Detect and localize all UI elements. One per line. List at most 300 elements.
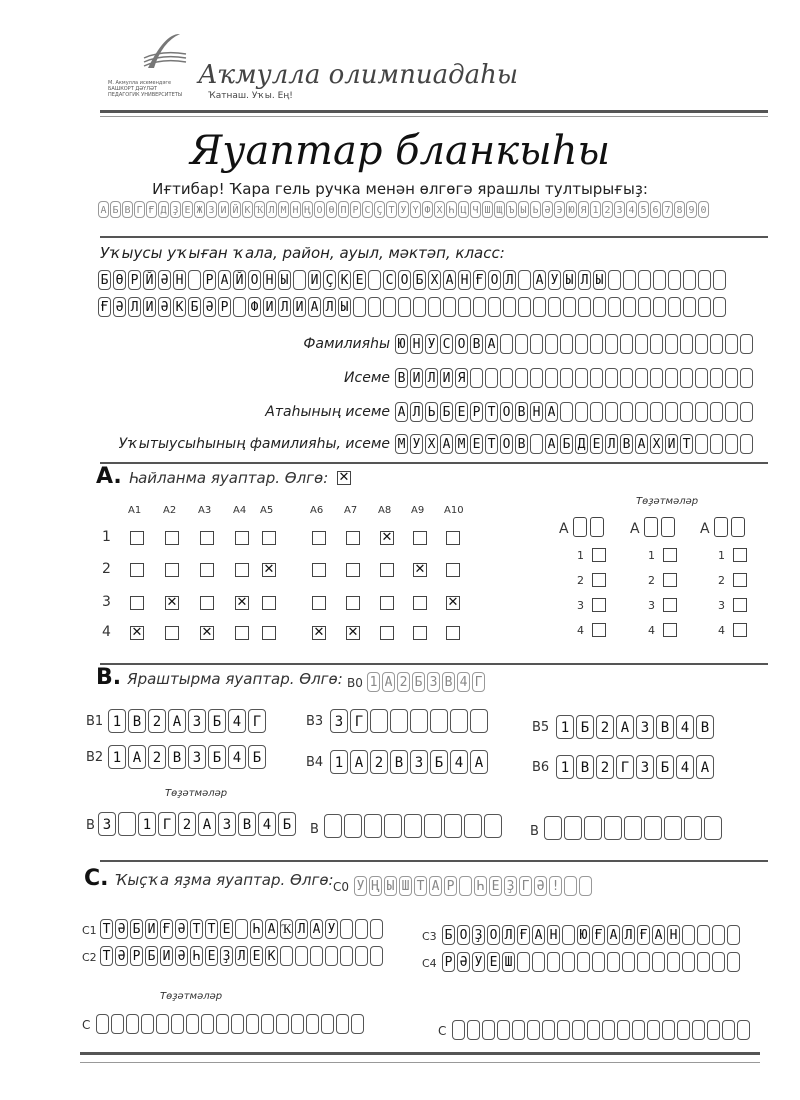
letter-cell[interactable] bbox=[410, 709, 428, 733]
letter-cell[interactable]: А bbox=[218, 270, 231, 290]
letter-cell[interactable]: Л bbox=[410, 402, 423, 422]
b1-answer[interactable] bbox=[108, 709, 268, 733]
answer-checkbox[interactable]: ✕ bbox=[131, 625, 143, 640]
letter-cell[interactable]: Ҙ bbox=[220, 946, 233, 966]
letter-cell[interactable] bbox=[590, 402, 603, 422]
letter-cell[interactable] bbox=[684, 816, 702, 840]
letter-cell[interactable]: Е bbox=[353, 270, 366, 290]
surname-field[interactable] bbox=[395, 334, 755, 354]
letter-cell[interactable] bbox=[650, 368, 663, 388]
letter-cell[interactable] bbox=[635, 402, 648, 422]
letter-cell[interactable]: У bbox=[425, 334, 438, 354]
letter-cell[interactable] bbox=[450, 709, 468, 733]
letter-cell[interactable] bbox=[710, 434, 723, 454]
letter-cell[interactable]: Ҫ bbox=[323, 270, 336, 290]
letter-cell[interactable]: А bbox=[265, 919, 278, 939]
letter-cell[interactable] bbox=[488, 297, 501, 317]
letter-cell[interactable]: М bbox=[395, 434, 408, 454]
letter-cell[interactable]: К bbox=[338, 270, 351, 290]
letter-cell[interactable] bbox=[737, 1020, 750, 1040]
letter-cell[interactable]: А bbox=[395, 402, 408, 422]
letter-cell[interactable] bbox=[340, 946, 353, 966]
letter-cell[interactable]: Ы bbox=[338, 297, 351, 317]
letter-cell[interactable]: И bbox=[293, 297, 306, 317]
letter-cell[interactable]: Ҡ bbox=[280, 919, 293, 939]
letter-cell[interactable] bbox=[665, 368, 678, 388]
letter-cell[interactable]: Б bbox=[130, 919, 143, 939]
letter-cell[interactable] bbox=[390, 709, 408, 733]
letter-cell[interactable] bbox=[384, 814, 402, 838]
letter-cell[interactable] bbox=[564, 816, 582, 840]
letter-cell[interactable]: А bbox=[350, 750, 368, 774]
letter-cell[interactable] bbox=[638, 297, 651, 317]
letter-cell[interactable]: Р bbox=[128, 270, 141, 290]
letter-cell[interactable] bbox=[548, 297, 561, 317]
letter-cell[interactable] bbox=[740, 368, 753, 388]
letter-cell[interactable]: Ҙ bbox=[472, 925, 485, 945]
letter-cell[interactable]: В bbox=[620, 434, 633, 454]
letter-cell[interactable]: Г bbox=[350, 709, 368, 733]
letter-cell[interactable]: О bbox=[487, 925, 500, 945]
answer-checkbox[interactable]: ✕ bbox=[201, 625, 213, 640]
letter-cell[interactable] bbox=[623, 297, 636, 317]
letter-cell[interactable] bbox=[604, 816, 622, 840]
letter-cell[interactable] bbox=[246, 1014, 259, 1034]
letter-cell[interactable] bbox=[355, 919, 368, 939]
letter-cell[interactable] bbox=[653, 297, 666, 317]
letter-cell[interactable]: 4 bbox=[676, 715, 694, 739]
letter-cell[interactable]: Л bbox=[502, 925, 515, 945]
letter-cell[interactable]: Л bbox=[128, 297, 141, 317]
answer-checkbox[interactable]: ✕ bbox=[313, 625, 325, 640]
letter-cell[interactable]: 4 bbox=[228, 745, 246, 769]
name-field[interactable] bbox=[395, 368, 755, 388]
letter-cell[interactable] bbox=[682, 925, 695, 945]
letter-cell[interactable] bbox=[647, 1020, 660, 1040]
correction-cell[interactable] bbox=[731, 517, 745, 537]
b2-answer[interactable] bbox=[108, 745, 268, 769]
letter-cell[interactable] bbox=[644, 816, 662, 840]
answer-checkbox[interactable] bbox=[130, 531, 144, 545]
letter-cell[interactable]: О bbox=[500, 402, 513, 422]
letter-cell[interactable] bbox=[697, 952, 710, 972]
letter-cell[interactable] bbox=[635, 334, 648, 354]
answer-checkbox[interactable] bbox=[262, 626, 276, 640]
letter-cell[interactable] bbox=[560, 368, 573, 388]
letter-cell[interactable]: 1 bbox=[330, 750, 348, 774]
letter-cell[interactable] bbox=[484, 814, 502, 838]
letter-cell[interactable] bbox=[413, 297, 426, 317]
letter-cell[interactable] bbox=[111, 1014, 124, 1034]
letter-cell[interactable] bbox=[261, 1014, 274, 1034]
letter-cell[interactable]: Ә bbox=[457, 952, 470, 972]
letter-cell[interactable]: И bbox=[145, 919, 158, 939]
letter-cell[interactable] bbox=[698, 270, 711, 290]
letter-cell[interactable] bbox=[216, 1014, 229, 1034]
answer-checkbox[interactable]: ✕ bbox=[347, 625, 359, 640]
c2-answer[interactable] bbox=[100, 946, 385, 966]
letter-cell[interactable] bbox=[637, 952, 650, 972]
letter-cell[interactable]: Б bbox=[413, 270, 426, 290]
letter-cell[interactable] bbox=[725, 368, 738, 388]
letter-cell[interactable] bbox=[575, 402, 588, 422]
letter-cell[interactable]: В bbox=[390, 750, 408, 774]
c1-answer[interactable] bbox=[100, 919, 385, 939]
letter-cell[interactable]: Ы bbox=[593, 270, 606, 290]
letter-cell[interactable]: Г bbox=[616, 755, 634, 779]
letter-cell[interactable]: Н bbox=[410, 334, 423, 354]
letter-cell[interactable]: В bbox=[515, 402, 528, 422]
letter-cell[interactable] bbox=[321, 1014, 334, 1034]
letter-cell[interactable]: Ф bbox=[248, 297, 261, 317]
letter-cell[interactable] bbox=[662, 1020, 675, 1040]
letter-cell[interactable]: И bbox=[308, 270, 321, 290]
letter-cell[interactable]: М bbox=[455, 434, 468, 454]
letter-cell[interactable] bbox=[340, 919, 353, 939]
letter-cell[interactable] bbox=[235, 919, 248, 939]
letter-cell[interactable] bbox=[692, 1020, 705, 1040]
letter-cell[interactable] bbox=[712, 952, 725, 972]
letter-cell[interactable] bbox=[562, 952, 575, 972]
letter-cell[interactable]: Һ bbox=[250, 919, 263, 939]
letter-cell[interactable]: В bbox=[656, 715, 674, 739]
letter-cell[interactable] bbox=[497, 1020, 510, 1040]
answer-checkbox[interactable] bbox=[235, 531, 249, 545]
letter-cell[interactable]: С bbox=[440, 334, 453, 354]
letter-cell[interactable]: Ғ bbox=[160, 919, 173, 939]
answer-checkbox[interactable]: ✕ bbox=[166, 595, 178, 610]
letter-cell[interactable] bbox=[620, 402, 633, 422]
letter-cell[interactable]: Б bbox=[248, 745, 266, 769]
answer-checkbox[interactable] bbox=[200, 531, 214, 545]
letter-cell[interactable] bbox=[704, 816, 722, 840]
letter-cell[interactable]: И bbox=[143, 297, 156, 317]
correction-checkbox[interactable] bbox=[592, 598, 606, 612]
c3-answer[interactable] bbox=[442, 925, 742, 945]
letter-cell[interactable]: В bbox=[470, 334, 483, 354]
answer-checkbox[interactable] bbox=[312, 531, 326, 545]
letter-cell[interactable] bbox=[467, 1020, 480, 1040]
letter-cell[interactable]: Е bbox=[590, 434, 603, 454]
letter-cell[interactable]: Б bbox=[208, 709, 226, 733]
answer-checkbox[interactable] bbox=[413, 596, 427, 610]
letter-cell[interactable] bbox=[608, 297, 621, 317]
letter-cell[interactable]: Л bbox=[578, 270, 591, 290]
letter-cell[interactable]: 2 bbox=[596, 715, 614, 739]
letter-cell[interactable]: О bbox=[455, 334, 468, 354]
letter-cell[interactable]: К bbox=[265, 946, 278, 966]
letter-cell[interactable]: Б bbox=[656, 755, 674, 779]
letter-cell[interactable] bbox=[650, 402, 663, 422]
letter-cell[interactable] bbox=[725, 402, 738, 422]
letter-cell[interactable] bbox=[444, 814, 462, 838]
letter-cell[interactable] bbox=[695, 334, 708, 354]
letter-cell[interactable]: Ө bbox=[113, 270, 126, 290]
letter-cell[interactable] bbox=[605, 334, 618, 354]
letter-cell[interactable]: Й bbox=[233, 270, 246, 290]
letter-cell[interactable]: Х bbox=[425, 434, 438, 454]
letter-cell[interactable] bbox=[683, 270, 696, 290]
letter-cell[interactable] bbox=[667, 952, 680, 972]
letter-cell[interactable] bbox=[623, 270, 636, 290]
letter-cell[interactable]: Ә bbox=[158, 297, 171, 317]
patronymic-field[interactable] bbox=[395, 402, 755, 422]
letter-cell[interactable] bbox=[280, 946, 293, 966]
letter-cell[interactable]: В bbox=[515, 434, 528, 454]
letter-cell[interactable]: Б bbox=[208, 745, 226, 769]
letter-cell[interactable] bbox=[424, 814, 442, 838]
letter-cell[interactable]: 3 bbox=[98, 812, 116, 836]
letter-cell[interactable] bbox=[171, 1014, 184, 1034]
letter-cell[interactable] bbox=[118, 812, 136, 836]
letter-cell[interactable] bbox=[680, 368, 693, 388]
answer-checkbox[interactable] bbox=[130, 596, 144, 610]
letter-cell[interactable]: Р bbox=[130, 946, 143, 966]
answer-checkbox[interactable]: ✕ bbox=[381, 530, 393, 545]
letter-cell[interactable] bbox=[624, 816, 642, 840]
letter-cell[interactable]: 1 bbox=[108, 709, 126, 733]
correction-checkbox[interactable] bbox=[733, 598, 747, 612]
letter-cell[interactable]: Ғ bbox=[592, 925, 605, 945]
letter-cell[interactable]: К bbox=[173, 297, 186, 317]
letter-cell[interactable]: 4 bbox=[258, 812, 276, 836]
letter-cell[interactable]: 2 bbox=[148, 709, 166, 733]
letter-cell[interactable]: Х bbox=[428, 270, 441, 290]
letter-cell[interactable]: Я bbox=[455, 368, 468, 388]
letter-cell[interactable]: Л bbox=[295, 919, 308, 939]
letter-cell[interactable] bbox=[517, 952, 530, 972]
letter-cell[interactable]: Б bbox=[278, 812, 296, 836]
letter-cell[interactable] bbox=[458, 297, 471, 317]
letter-cell[interactable]: А bbox=[652, 925, 665, 945]
letter-cell[interactable]: О bbox=[248, 270, 261, 290]
letter-cell[interactable] bbox=[680, 334, 693, 354]
letter-cell[interactable]: Б bbox=[98, 270, 111, 290]
letter-cell[interactable]: Б bbox=[442, 925, 455, 945]
answer-checkbox[interactable] bbox=[346, 563, 360, 577]
letter-cell[interactable] bbox=[383, 297, 396, 317]
letter-cell[interactable] bbox=[512, 1020, 525, 1040]
letter-cell[interactable] bbox=[276, 1014, 289, 1034]
letter-cell[interactable]: Ә bbox=[115, 919, 128, 939]
letter-cell[interactable] bbox=[578, 297, 591, 317]
letter-cell[interactable] bbox=[668, 297, 681, 317]
letter-cell[interactable]: 3 bbox=[410, 750, 428, 774]
letter-cell[interactable]: А bbox=[443, 270, 456, 290]
letter-cell[interactable]: А bbox=[533, 270, 546, 290]
letter-cell[interactable]: Л bbox=[503, 270, 516, 290]
letter-cell[interactable]: Т bbox=[100, 946, 113, 966]
letter-cell[interactable]: Г bbox=[158, 812, 176, 836]
letter-cell[interactable] bbox=[324, 814, 342, 838]
letter-cell[interactable]: А bbox=[635, 434, 648, 454]
teacher-field[interactable] bbox=[395, 434, 755, 454]
correction-cell[interactable] bbox=[590, 517, 604, 537]
letter-cell[interactable] bbox=[710, 402, 723, 422]
letter-cell[interactable] bbox=[518, 270, 531, 290]
letter-cell[interactable] bbox=[587, 1020, 600, 1040]
letter-cell[interactable]: У bbox=[472, 952, 485, 972]
letter-cell[interactable]: И bbox=[440, 368, 453, 388]
letter-cell[interactable]: Б bbox=[560, 434, 573, 454]
letter-cell[interactable] bbox=[557, 1020, 570, 1040]
answer-checkbox[interactable] bbox=[380, 596, 394, 610]
letter-cell[interactable]: Ы bbox=[563, 270, 576, 290]
letter-cell[interactable] bbox=[713, 270, 726, 290]
letter-cell[interactable]: А bbox=[308, 297, 321, 317]
letter-cell[interactable] bbox=[695, 368, 708, 388]
letter-cell[interactable] bbox=[575, 334, 588, 354]
letter-cell[interactable]: Ә bbox=[203, 297, 216, 317]
letter-cell[interactable]: Д bbox=[575, 434, 588, 454]
letter-cell[interactable]: И bbox=[160, 946, 173, 966]
letter-cell[interactable]: 1 bbox=[556, 755, 574, 779]
letter-cell[interactable] bbox=[542, 1020, 555, 1040]
letter-cell[interactable]: А bbox=[696, 755, 714, 779]
letter-cell[interactable]: И bbox=[665, 434, 678, 454]
letter-cell[interactable] bbox=[740, 334, 753, 354]
b6-answer[interactable] bbox=[556, 755, 716, 779]
letter-cell[interactable] bbox=[293, 270, 306, 290]
answer-checkbox[interactable] bbox=[413, 626, 427, 640]
letter-cell[interactable]: Ь bbox=[425, 402, 438, 422]
letter-cell[interactable] bbox=[620, 334, 633, 354]
answer-checkbox[interactable]: ✕ bbox=[263, 562, 275, 577]
letter-cell[interactable] bbox=[632, 1020, 645, 1040]
letter-cell[interactable] bbox=[344, 814, 362, 838]
correction-checkbox[interactable] bbox=[663, 623, 677, 637]
letter-cell[interactable] bbox=[590, 368, 603, 388]
letter-cell[interactable]: А bbox=[198, 812, 216, 836]
letter-cell[interactable]: Р bbox=[470, 402, 483, 422]
letter-cell[interactable] bbox=[545, 368, 558, 388]
letter-cell[interactable]: Е bbox=[470, 434, 483, 454]
letter-cell[interactable] bbox=[680, 402, 693, 422]
letter-cell[interactable] bbox=[368, 270, 381, 290]
letter-cell[interactable]: 2 bbox=[596, 755, 614, 779]
letter-cell[interactable]: Й bbox=[143, 270, 156, 290]
letter-cell[interactable]: 1 bbox=[108, 745, 126, 769]
answer-checkbox[interactable] bbox=[312, 563, 326, 577]
letter-cell[interactable]: Ғ bbox=[98, 297, 111, 317]
letter-cell[interactable]: У bbox=[548, 270, 561, 290]
letter-cell[interactable] bbox=[560, 402, 573, 422]
letter-cell[interactable] bbox=[188, 270, 201, 290]
letter-cell[interactable]: 2 bbox=[370, 750, 388, 774]
correction-checkbox[interactable] bbox=[592, 623, 606, 637]
letter-cell[interactable] bbox=[126, 1014, 139, 1034]
answer-checkbox[interactable] bbox=[446, 563, 460, 577]
letter-cell[interactable] bbox=[351, 1014, 364, 1034]
letter-cell[interactable] bbox=[650, 334, 663, 354]
letter-cell[interactable]: 3 bbox=[188, 709, 206, 733]
letter-cell[interactable]: 3 bbox=[636, 755, 654, 779]
letter-cell[interactable]: У bbox=[410, 434, 423, 454]
letter-cell[interactable] bbox=[430, 709, 448, 733]
answer-checkbox[interactable] bbox=[200, 563, 214, 577]
letter-cell[interactable] bbox=[355, 946, 368, 966]
correction-checkbox[interactable] bbox=[733, 623, 747, 637]
letter-cell[interactable]: Б bbox=[440, 402, 453, 422]
letter-cell[interactable] bbox=[156, 1014, 169, 1034]
letter-cell[interactable]: 3 bbox=[330, 709, 348, 733]
answer-checkbox[interactable] bbox=[413, 531, 427, 545]
letter-cell[interactable]: А bbox=[545, 434, 558, 454]
letter-cell[interactable] bbox=[443, 297, 456, 317]
letter-cell[interactable] bbox=[353, 297, 366, 317]
letter-cell[interactable] bbox=[533, 297, 546, 317]
letter-cell[interactable] bbox=[638, 270, 651, 290]
letter-cell[interactable] bbox=[677, 1020, 690, 1040]
letter-cell[interactable]: Е bbox=[455, 402, 468, 422]
correction-cell[interactable] bbox=[661, 517, 675, 537]
letter-cell[interactable]: В bbox=[696, 715, 714, 739]
letter-cell[interactable] bbox=[740, 402, 753, 422]
letter-cell[interactable] bbox=[364, 814, 382, 838]
letter-cell[interactable]: Л bbox=[622, 925, 635, 945]
letter-cell[interactable] bbox=[544, 816, 562, 840]
letter-cell[interactable]: 4 bbox=[676, 755, 694, 779]
letter-cell[interactable] bbox=[620, 368, 633, 388]
letter-cell[interactable]: Т bbox=[205, 919, 218, 939]
letter-cell[interactable]: Н bbox=[667, 925, 680, 945]
letter-cell[interactable]: И bbox=[410, 368, 423, 388]
letter-cell[interactable] bbox=[608, 270, 621, 290]
letter-cell[interactable]: И bbox=[263, 297, 276, 317]
correction-checkbox[interactable] bbox=[663, 573, 677, 587]
answer-checkbox[interactable] bbox=[165, 563, 179, 577]
letter-cell[interactable]: Р bbox=[442, 952, 455, 972]
letter-cell[interactable]: Ә bbox=[115, 946, 128, 966]
letter-cell[interactable] bbox=[665, 334, 678, 354]
answer-checkbox[interactable] bbox=[446, 531, 460, 545]
letter-cell[interactable] bbox=[695, 434, 708, 454]
letter-cell[interactable] bbox=[515, 334, 528, 354]
letter-cell[interactable] bbox=[575, 368, 588, 388]
letter-cell[interactable] bbox=[707, 1020, 720, 1040]
letter-cell[interactable]: С bbox=[383, 270, 396, 290]
correction-checkbox[interactable] bbox=[663, 598, 677, 612]
letter-cell[interactable]: 3 bbox=[636, 715, 654, 739]
answer-checkbox[interactable] bbox=[165, 626, 179, 640]
correction-cell[interactable] bbox=[644, 517, 658, 537]
b4-answer[interactable] bbox=[330, 750, 490, 774]
letter-cell[interactable] bbox=[547, 952, 560, 972]
letter-cell[interactable] bbox=[563, 297, 576, 317]
letter-cell[interactable] bbox=[231, 1014, 244, 1034]
letter-cell[interactable]: 4 bbox=[228, 709, 246, 733]
letter-cell[interactable]: Ш bbox=[502, 952, 515, 972]
letter-cell[interactable]: Ә bbox=[175, 919, 188, 939]
letter-cell[interactable]: А bbox=[607, 925, 620, 945]
letter-cell[interactable]: 4 bbox=[450, 750, 468, 774]
answer-checkbox[interactable] bbox=[235, 626, 249, 640]
letter-cell[interactable]: А bbox=[310, 919, 323, 939]
letter-cell[interactable] bbox=[470, 368, 483, 388]
letter-cell[interactable]: Ғ bbox=[517, 925, 530, 945]
letter-cell[interactable] bbox=[428, 297, 441, 317]
letter-cell[interactable] bbox=[653, 270, 666, 290]
letter-cell[interactable] bbox=[336, 1014, 349, 1034]
letter-cell[interactable]: А bbox=[128, 745, 146, 769]
letter-cell[interactable]: Е bbox=[487, 952, 500, 972]
letter-cell[interactable] bbox=[186, 1014, 199, 1034]
answer-checkbox[interactable] bbox=[446, 626, 460, 640]
letter-cell[interactable] bbox=[545, 334, 558, 354]
letter-cell[interactable]: Ы bbox=[278, 270, 291, 290]
letter-cell[interactable] bbox=[572, 1020, 585, 1040]
letter-cell[interactable]: Ә bbox=[175, 946, 188, 966]
